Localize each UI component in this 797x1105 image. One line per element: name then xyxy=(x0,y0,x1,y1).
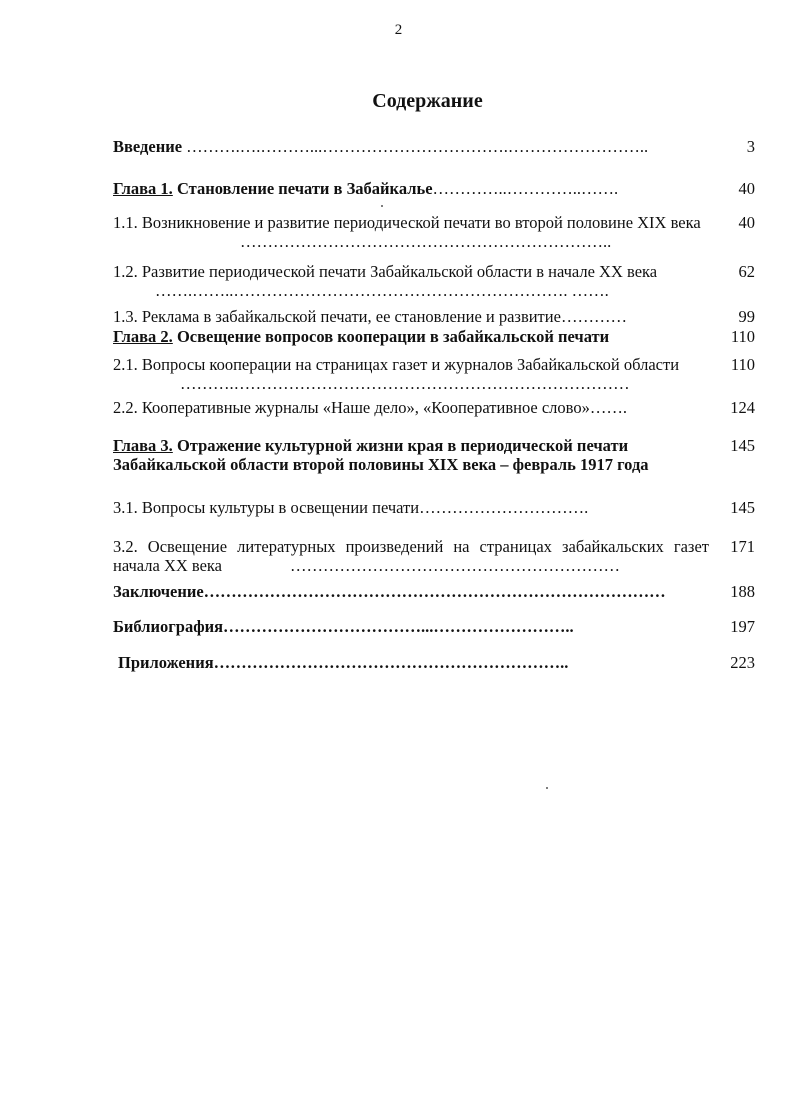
scan-speck xyxy=(546,787,548,789)
page-title: Содержание xyxy=(372,90,483,112)
toc-ch2-title: Освещение вопросов кооперации в забайкальской печати xyxy=(176,327,610,346)
toc-ch3-label: Глава 3. xyxy=(113,436,173,455)
toc-s22-title: 2.2. Кооперативные журналы «Наше дело», «Кооперативное слово» xyxy=(113,398,590,417)
toc-s11-leader: ………………………………………………………….. xyxy=(240,232,612,251)
toc-ch2-label: Глава 2. xyxy=(113,327,173,346)
toc-ch1-leader: …………..…………..……. xyxy=(432,179,619,198)
toc-s11-page: 40 xyxy=(738,213,755,232)
toc-entry-bibliography[interactable] xyxy=(113,617,709,636)
toc-s32-leader: …………………………………………………… xyxy=(290,556,620,575)
page-number: 2 xyxy=(394,22,403,38)
toc-intro-leader: ……….….………...…………………………….…………………….. xyxy=(186,137,649,156)
toc-appendix-leader: ……………………………………………………….. xyxy=(213,653,569,672)
toc-s21-page: 110 xyxy=(730,355,755,374)
toc-entry-1-3[interactable] xyxy=(113,307,709,326)
toc-entry-2-1[interactable] xyxy=(113,355,709,374)
toc-s21-title: 2.1. Вопросы кооперации на страницах газет и журналов Забайкальской области xyxy=(113,355,680,374)
toc-s12-leader: …….……..……………………………………………………. ……. xyxy=(155,281,609,300)
toc-ch1-label: Глава 1. xyxy=(113,179,173,198)
toc-appendix-page: 223 xyxy=(730,653,755,672)
toc-s21-leader: ……….……………………………………………………………… xyxy=(180,374,630,393)
toc-s32-title: 3.2. Освещение литературных произведений на страницах забайкальских газет начала XX века xyxy=(113,537,709,575)
toc-entry-intro[interactable] xyxy=(113,137,709,156)
toc-s13-leader: ………… xyxy=(560,307,627,326)
toc-s22-leader: ……. xyxy=(589,398,627,417)
toc-ch2-page: 110 xyxy=(730,327,755,346)
toc-conclusion-leader: ………………………………………………………………………… xyxy=(203,582,666,601)
toc-s31-page: 145 xyxy=(730,498,755,517)
toc-s11-title: 1.1. Возникновение и развитие периодической печати во второй половине XIX века xyxy=(113,213,701,232)
toc-ch1-page: 40 xyxy=(738,179,755,198)
toc-entry-2-2[interactable] xyxy=(113,398,709,417)
toc-bibliography-page: 197 xyxy=(730,617,755,636)
toc-s22-page: 124 xyxy=(730,398,755,417)
toc-intro-label: Введение xyxy=(113,137,183,156)
toc-bibliography-leader: ………………………………...…………………….. xyxy=(223,617,574,636)
toc-intro-page: 3 xyxy=(746,137,755,156)
toc-entry-appendix[interactable] xyxy=(118,653,708,672)
toc-s13-title: 1.3. Реклама в забайкальской печати, ее становление и развитие xyxy=(113,307,561,326)
toc-s13-page: 99 xyxy=(738,307,755,326)
toc-conclusion-page: 188 xyxy=(730,582,755,601)
toc-entry-chapter-1[interactable] xyxy=(113,179,709,198)
toc-entry-3-1[interactable] xyxy=(113,498,709,517)
toc-entry-1-2[interactable] xyxy=(113,262,709,281)
toc-entry-chapter-2[interactable] xyxy=(113,327,709,346)
toc-ch1-title: Становление печати в Забайкалье xyxy=(176,179,433,198)
toc-entry-chapter-3[interactable] xyxy=(113,436,709,474)
scan-speck xyxy=(381,205,383,207)
toc-appendix-label: Приложения xyxy=(118,653,214,672)
toc-conclusion-label: Заключение xyxy=(113,582,204,601)
toc-s31-title: 3.1. Вопросы культуры в освещении печати xyxy=(113,498,420,517)
toc-s32-page: 171 xyxy=(730,537,755,556)
toc-ch3-title: Отражение культурной жизни края в периодической печати Забайкальской области второй половины XIX века – февраль 1917 года xyxy=(113,436,649,474)
toc-entry-conclusion[interactable] xyxy=(113,582,709,601)
toc-ch3-page: 145 xyxy=(730,436,755,455)
toc-s31-leader: …………………………. xyxy=(419,498,589,517)
toc-s12-page: 62 xyxy=(738,262,755,281)
toc-entry-1-1[interactable] xyxy=(113,213,709,232)
toc-s12-title: 1.2. Развитие периодической печати Забайкальской области в начале XX века xyxy=(113,262,658,281)
toc-bibliography-label: Библиография xyxy=(113,617,224,636)
